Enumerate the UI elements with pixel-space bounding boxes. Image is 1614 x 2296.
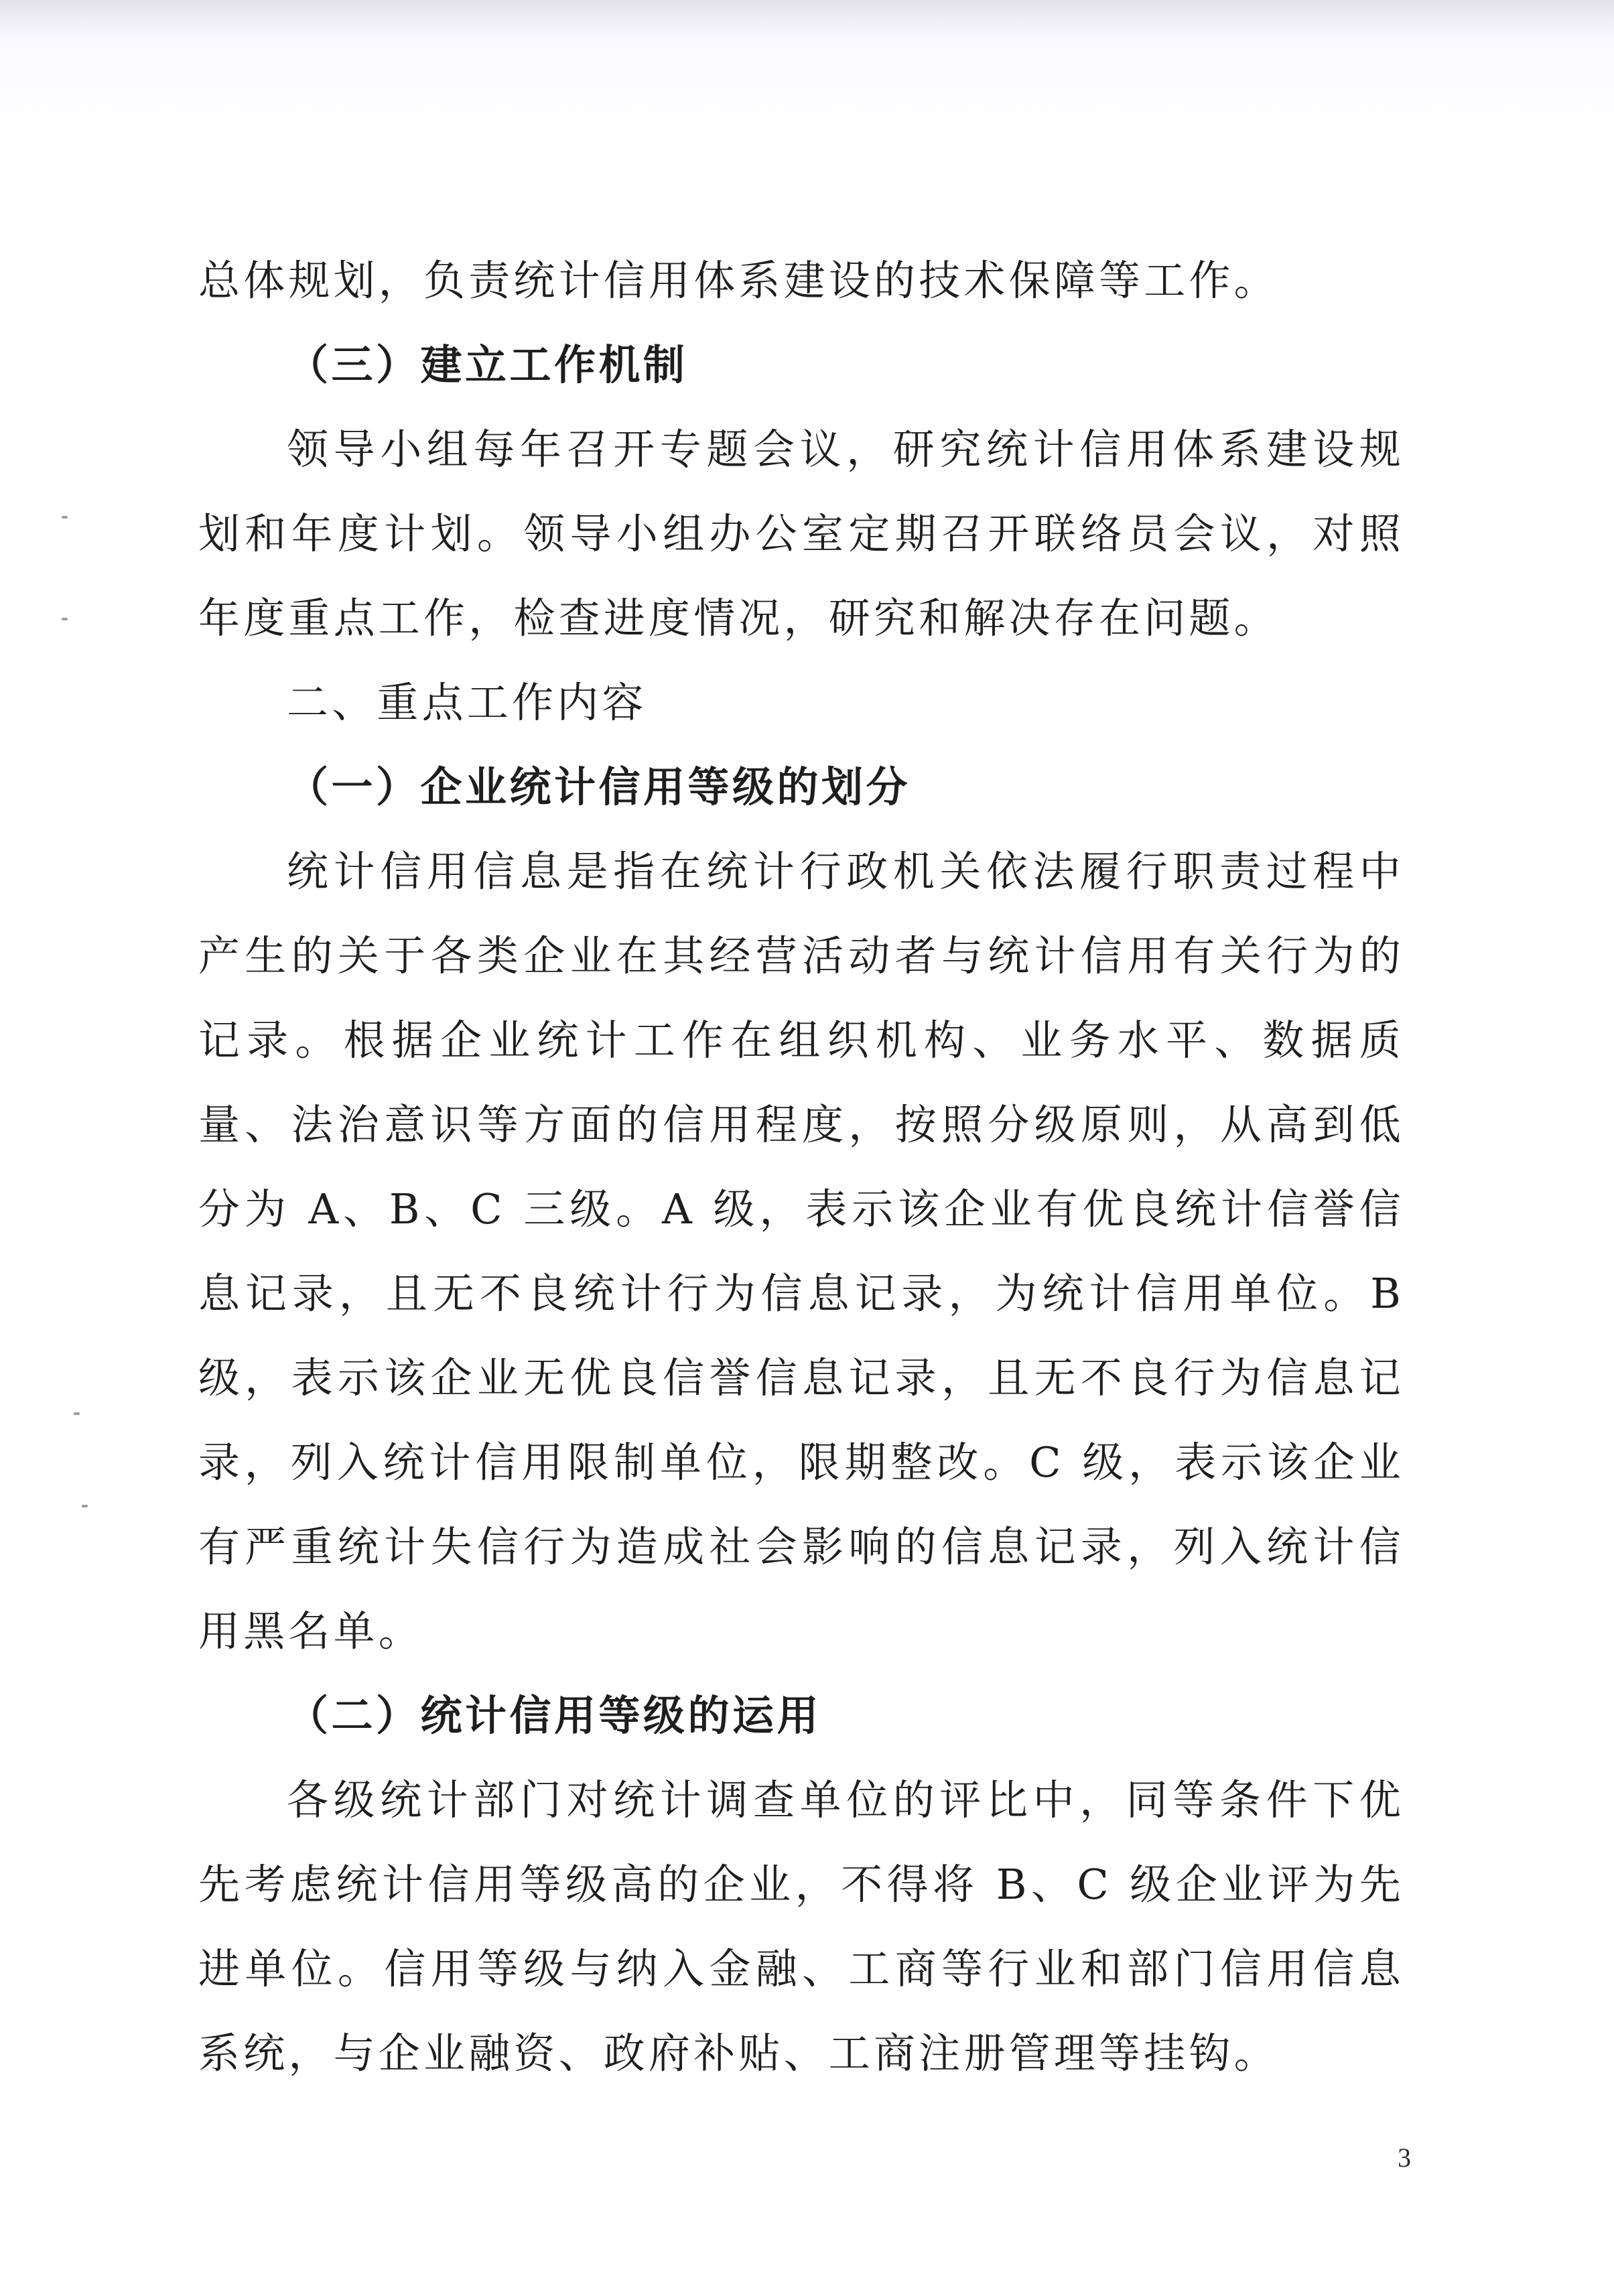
paragraph-work-mechanism: 领导小组每年召开专题会议，研究统计信用体系建设规划和年度计划。领导小组办公室定期召开联络员会议，对照年度重点工作，检查进度情况，研究和解决存在问题。 [198, 425, 1404, 643]
subsection-heading-credit-grading: （一）企业统计信用等级的划分 [287, 762, 911, 811]
scan-shadow [0, 0, 1614, 37]
scan-speck [74, 1412, 80, 1415]
section-title-key-work: 二、重点工作内容 [287, 678, 647, 727]
scan-speck [62, 516, 68, 519]
scan-speck [82, 1505, 88, 1507]
document-body [198, 239, 1404, 2096]
scan-speck [62, 618, 68, 620]
subsection-heading-credit-application: （二）统计信用等级的运用 [287, 1691, 822, 1740]
paragraph-credit-grading: 统计信用信息是指在统计行政机关依法履行职责过程中产生的关于各类企业在其经营活动者与统计信用有关行为的记录。根据企业统计工作在组织机构、业务水平、数据质量、法治意识等方面的信用程度，按照分级原则，从高到低分为 A、B、C 三级。A 级，表示该企业有优良统计信誉信息记录，且无不良统计行为信息记录，为统计信用单位。B 级，表示该企业无优良信誉信息记录，且无不良行为信息记录，列入统计信用限制单位，限期整改。C 级，表示该企业有严重统计失信行为造成社会影响的信息记录，列入统计信用黑名单。 [198, 847, 1404, 1656]
continuation-paragraph: 总体规划，负责统计信用体系建设的技术保障等工作。 [198, 256, 1279, 305]
page-number: 3 [1398, 2143, 1411, 2173]
paragraph-credit-application: 各级统计部门对统计调查单位的评比中，同等条件下优先考虑统计信用等级高的企业，不得将 B、C 级企业评为先进单位。信用等级与纳入金融、工商等行业和部门信用信息系统，与企业融资、政府补贴、工商注册管理等挂钩。 [198, 1775, 1404, 2078]
subsection-heading-work-mechanism: （三）建立工作机制 [287, 340, 688, 389]
